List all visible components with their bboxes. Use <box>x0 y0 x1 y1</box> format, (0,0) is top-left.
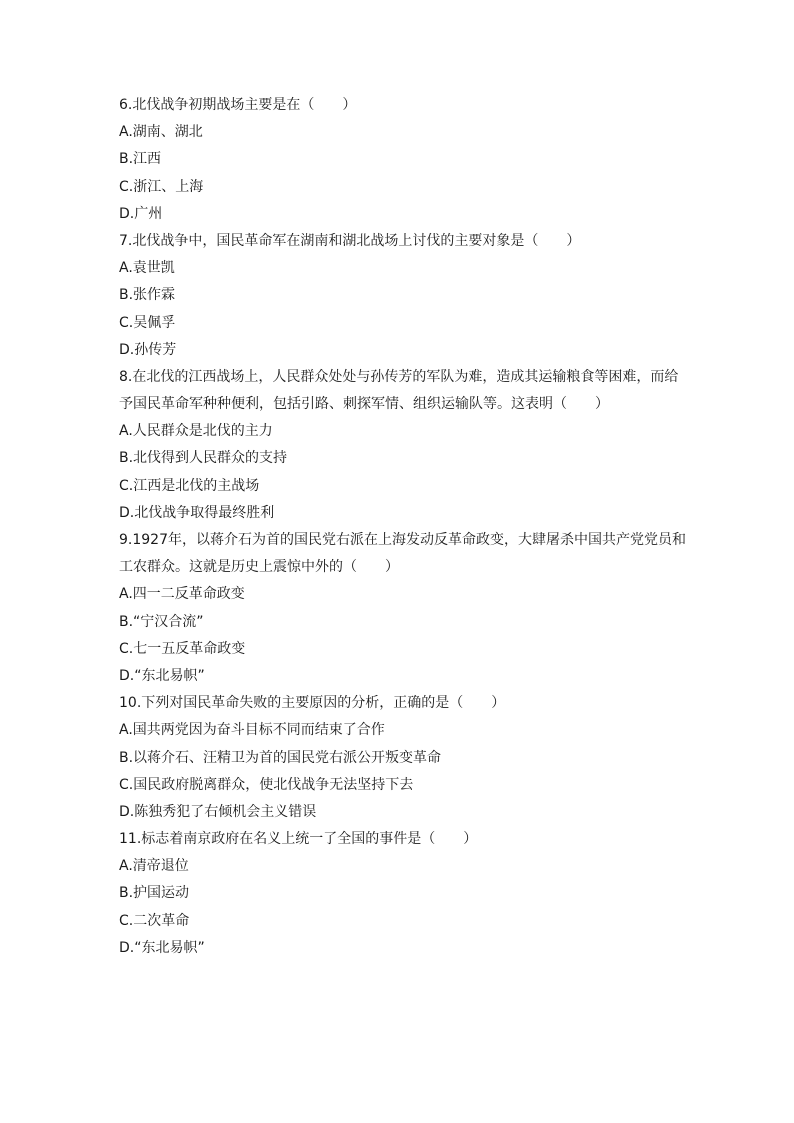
question-list <box>119 92 689 962</box>
option-c: C.吴佩孚 <box>119 314 176 331</box>
option-a: A.湖南、湖北 <box>119 124 203 141</box>
option-d: D.北伐战争取得最终胜利 <box>119 504 275 521</box>
question-10 <box>119 690 689 826</box>
option-d: D.孙传芳 <box>119 341 177 358</box>
option-b: B.“宁汉合流” <box>119 613 204 630</box>
option-c: C.浙江、上海 <box>119 178 204 195</box>
option-d: D.陈独秀犯了右倾机会主义错误 <box>119 803 317 820</box>
option-c: C.江西是北伐的主战场 <box>119 477 260 494</box>
option-d: D.“东北易帜” <box>119 667 205 684</box>
question-stem: 11.标志着南京政府在名义上统一了全国的事件是（ ） <box>119 831 478 848</box>
question-stem: 7.北伐战争中，国民革命军在湖南和湖北战场上讨伐的主要对象是（ ） <box>119 232 581 249</box>
option-b: B.护国运动 <box>119 885 190 902</box>
option-b: B.以蒋介石、汪精卫为首的国民党右派公开叛变革命 <box>119 749 442 766</box>
option-b: B.江西 <box>119 151 162 168</box>
option-d: D.广州 <box>119 205 163 222</box>
question-stem: 10.下列对国民革命失败的主要原因的分析，正确的是（ ） <box>119 695 506 712</box>
question-stem-continued: 工农群众。这就是历史上震惊中外的（ ） <box>119 559 399 576</box>
question-stem: 6.北伐战争初期战场主要是在（ ） <box>119 97 357 113</box>
option-c: C.国民政府脱离群众，使北伐战争无法坚持下去 <box>119 776 414 793</box>
option-a: A.四一二反革命政变 <box>119 586 245 603</box>
option-a: A.人民群众是北伐的主力 <box>119 423 273 440</box>
question-stem: 8.在北伐的江西战场上，人民群众处处与孙传芳的军队为难，造成其运输粮食等困难，而给 <box>119 368 679 385</box>
question-6 <box>119 92 689 228</box>
question-11 <box>119 826 689 962</box>
option-b: B.张作霖 <box>119 287 176 304</box>
question-9 <box>119 527 689 690</box>
option-b: B.北伐得到人民群众的支持 <box>119 450 288 467</box>
option-a: A.清帝退位 <box>119 858 189 875</box>
option-a: A.国共两党因为奋斗目标不同而结束了合作 <box>119 722 385 739</box>
question-stem: 9.1927年，以蒋介石为首的国民党右派在上海发动反革命政变，大肆屠杀中国共产党党员和 <box>119 532 686 548</box>
question-stem-continued: 予国民革命军种种便利，包括引路、刺探军情、组织运输队等。这表明（ ） <box>119 396 609 413</box>
option-a: A.袁世凯 <box>119 260 175 277</box>
option-d: D.“东北易帜” <box>119 939 205 956</box>
question-8 <box>119 364 689 527</box>
option-c: C.二次革命 <box>119 912 190 929</box>
question-7 <box>119 228 689 364</box>
option-c: C.七一五反革命政变 <box>119 640 246 657</box>
